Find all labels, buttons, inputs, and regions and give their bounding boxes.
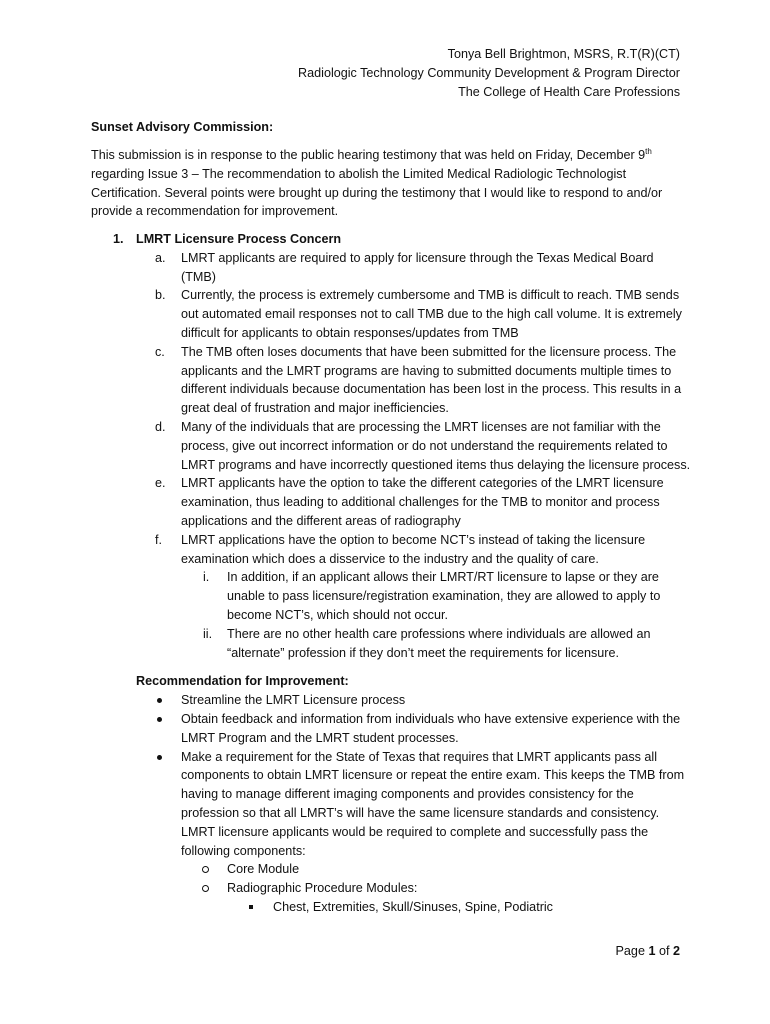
intro-paragraph — [91, 146, 691, 221]
main-content — [91, 230, 691, 917]
square-bullet-icon — [249, 905, 253, 909]
salutation: Sunset Advisory Commission: — [91, 120, 274, 134]
procedure-item — [91, 898, 691, 917]
list-text: The TMB often loses documents that have been submitted for the licensure process. The applicants and the LMRT programs are having to submitted documents multiple times to different individuals because documentation has been lost in the process. This results in a great deal of frustration and major inefficiencies. — [181, 344, 682, 416]
circle-bullet-icon — [202, 885, 209, 892]
list-item — [91, 531, 691, 569]
intro-text-start: This submission is in response to the public hearing testimony that was held on Friday, December 9 — [91, 148, 646, 162]
author-name: Tonya Bell Brightmon, MSRS, R.T(R)(CT) — [447, 47, 680, 61]
bullet-item — [91, 691, 691, 710]
list-text: LMRT applications have the option to become NCT’s instead of taking the licensure examination which does a disservice to the industry and the quality of care. — [181, 532, 646, 566]
list-marker: b. — [155, 288, 166, 303]
list-text: Currently, the process is extremely cumbersome and TMB is difficult to reach. TMB sends out automated email responses not to call TMB due to the high call volume. It is extremely difficult for applicants to obtain responses/updates from TMB — [181, 288, 682, 340]
bullet-text: Make a requirement for the State of Texas that requires that LMRT applicants pass all components to obtain LMRT licensure or repeat the entire exam. This keeps the TMB from having to manage different imaging components and provides consistency for the profession so that all LMRT’s will have the same licensure standards and consistency. LMRT licensure applicants would be required to complete and successfully pass the following components: — [181, 749, 685, 858]
list-text: LMRT applicants have the option to take the different categories of the LMRT licensure examination, thus leading to additional challenges for the TMB to monitor and process applications and the different areas of radiography — [181, 476, 664, 528]
list-item — [91, 286, 691, 342]
section-title: LMRT Licensure Process Concern — [136, 232, 342, 246]
page-number — [616, 942, 680, 961]
component-item — [91, 879, 691, 898]
bullet-item — [91, 748, 691, 861]
bullet-text: Streamline the LMRT Licensure process — [181, 693, 406, 708]
list-marker: e. — [155, 476, 166, 491]
of-label: of — [655, 944, 673, 958]
bullet-icon — [157, 755, 162, 760]
list-text: Many of the individuals that are processing the LMRT licenses are not familiar with the process, give out incorrect information or do not understand the requirements related to LMRT programs and have incorrectly questioned items thus delaying the licensure process. — [181, 419, 691, 472]
page-current: 1 — [648, 944, 656, 958]
date-suffix: th — [645, 146, 652, 156]
list-text: There are no other health care professions where individuals are allowed an “alternate” profession if they don’t meet the requirements for licensure. — [227, 626, 651, 660]
list-marker: c. — [155, 344, 165, 359]
component-item — [91, 860, 691, 879]
bullet-text: Obtain feedback and information from individuals who have extensive experience with the LMRT Program and the LMRT student processes. — [181, 711, 681, 745]
list-item — [91, 418, 691, 474]
list-marker: f. — [155, 532, 162, 547]
letter-header — [298, 45, 680, 101]
procedure-text: Chest, Extremities, Skull/Sinuses, Spine, Podiatric — [273, 899, 553, 914]
list-text: LMRT applicants are required to apply for licensure through the Texas Medical Board (TMB) — [181, 250, 654, 284]
circle-bullet-icon — [202, 866, 209, 873]
sub-list-item — [91, 568, 691, 624]
bullet-icon — [157, 717, 162, 722]
component-text: Core Module — [227, 862, 300, 877]
section-number: 1. — [113, 232, 124, 246]
list-item — [91, 249, 691, 287]
author-institution: The College of Health Care Professions — [458, 84, 680, 99]
list-marker: ii. — [203, 626, 213, 641]
bullet-item — [91, 710, 691, 748]
page-label: Page — [615, 944, 649, 958]
section-heading — [91, 230, 691, 249]
page-total: 2 — [672, 944, 680, 958]
sub-list-item — [91, 625, 691, 663]
bullet-icon — [157, 698, 162, 703]
recommendation-heading: Recommendation for Improvement: — [136, 674, 349, 689]
list-item — [91, 343, 691, 418]
list-item — [91, 474, 691, 530]
list-text: In addition, if an applicant allows their LMRT/RT licensure to lapse or they are unable to pass licensure/registration examination, they are allowed to apply to become NCT’s, which should not occur. — [227, 570, 661, 622]
intro-text-end: regarding Issue 3 – The recommendation to abolish the Limited Medical Radiologic Technologist Certification. Several points were brought up during the testimony that I would like to respond to and/or provide a recommendation for improvement. — [91, 166, 663, 219]
component-text: Radiographic Procedure Modules: — [227, 881, 418, 896]
list-marker: a. — [155, 250, 166, 265]
list-marker: d. — [155, 419, 166, 434]
list-marker: i. — [203, 570, 210, 585]
author-role: Radiologic Technology Community Development & Program Director — [298, 65, 680, 80]
